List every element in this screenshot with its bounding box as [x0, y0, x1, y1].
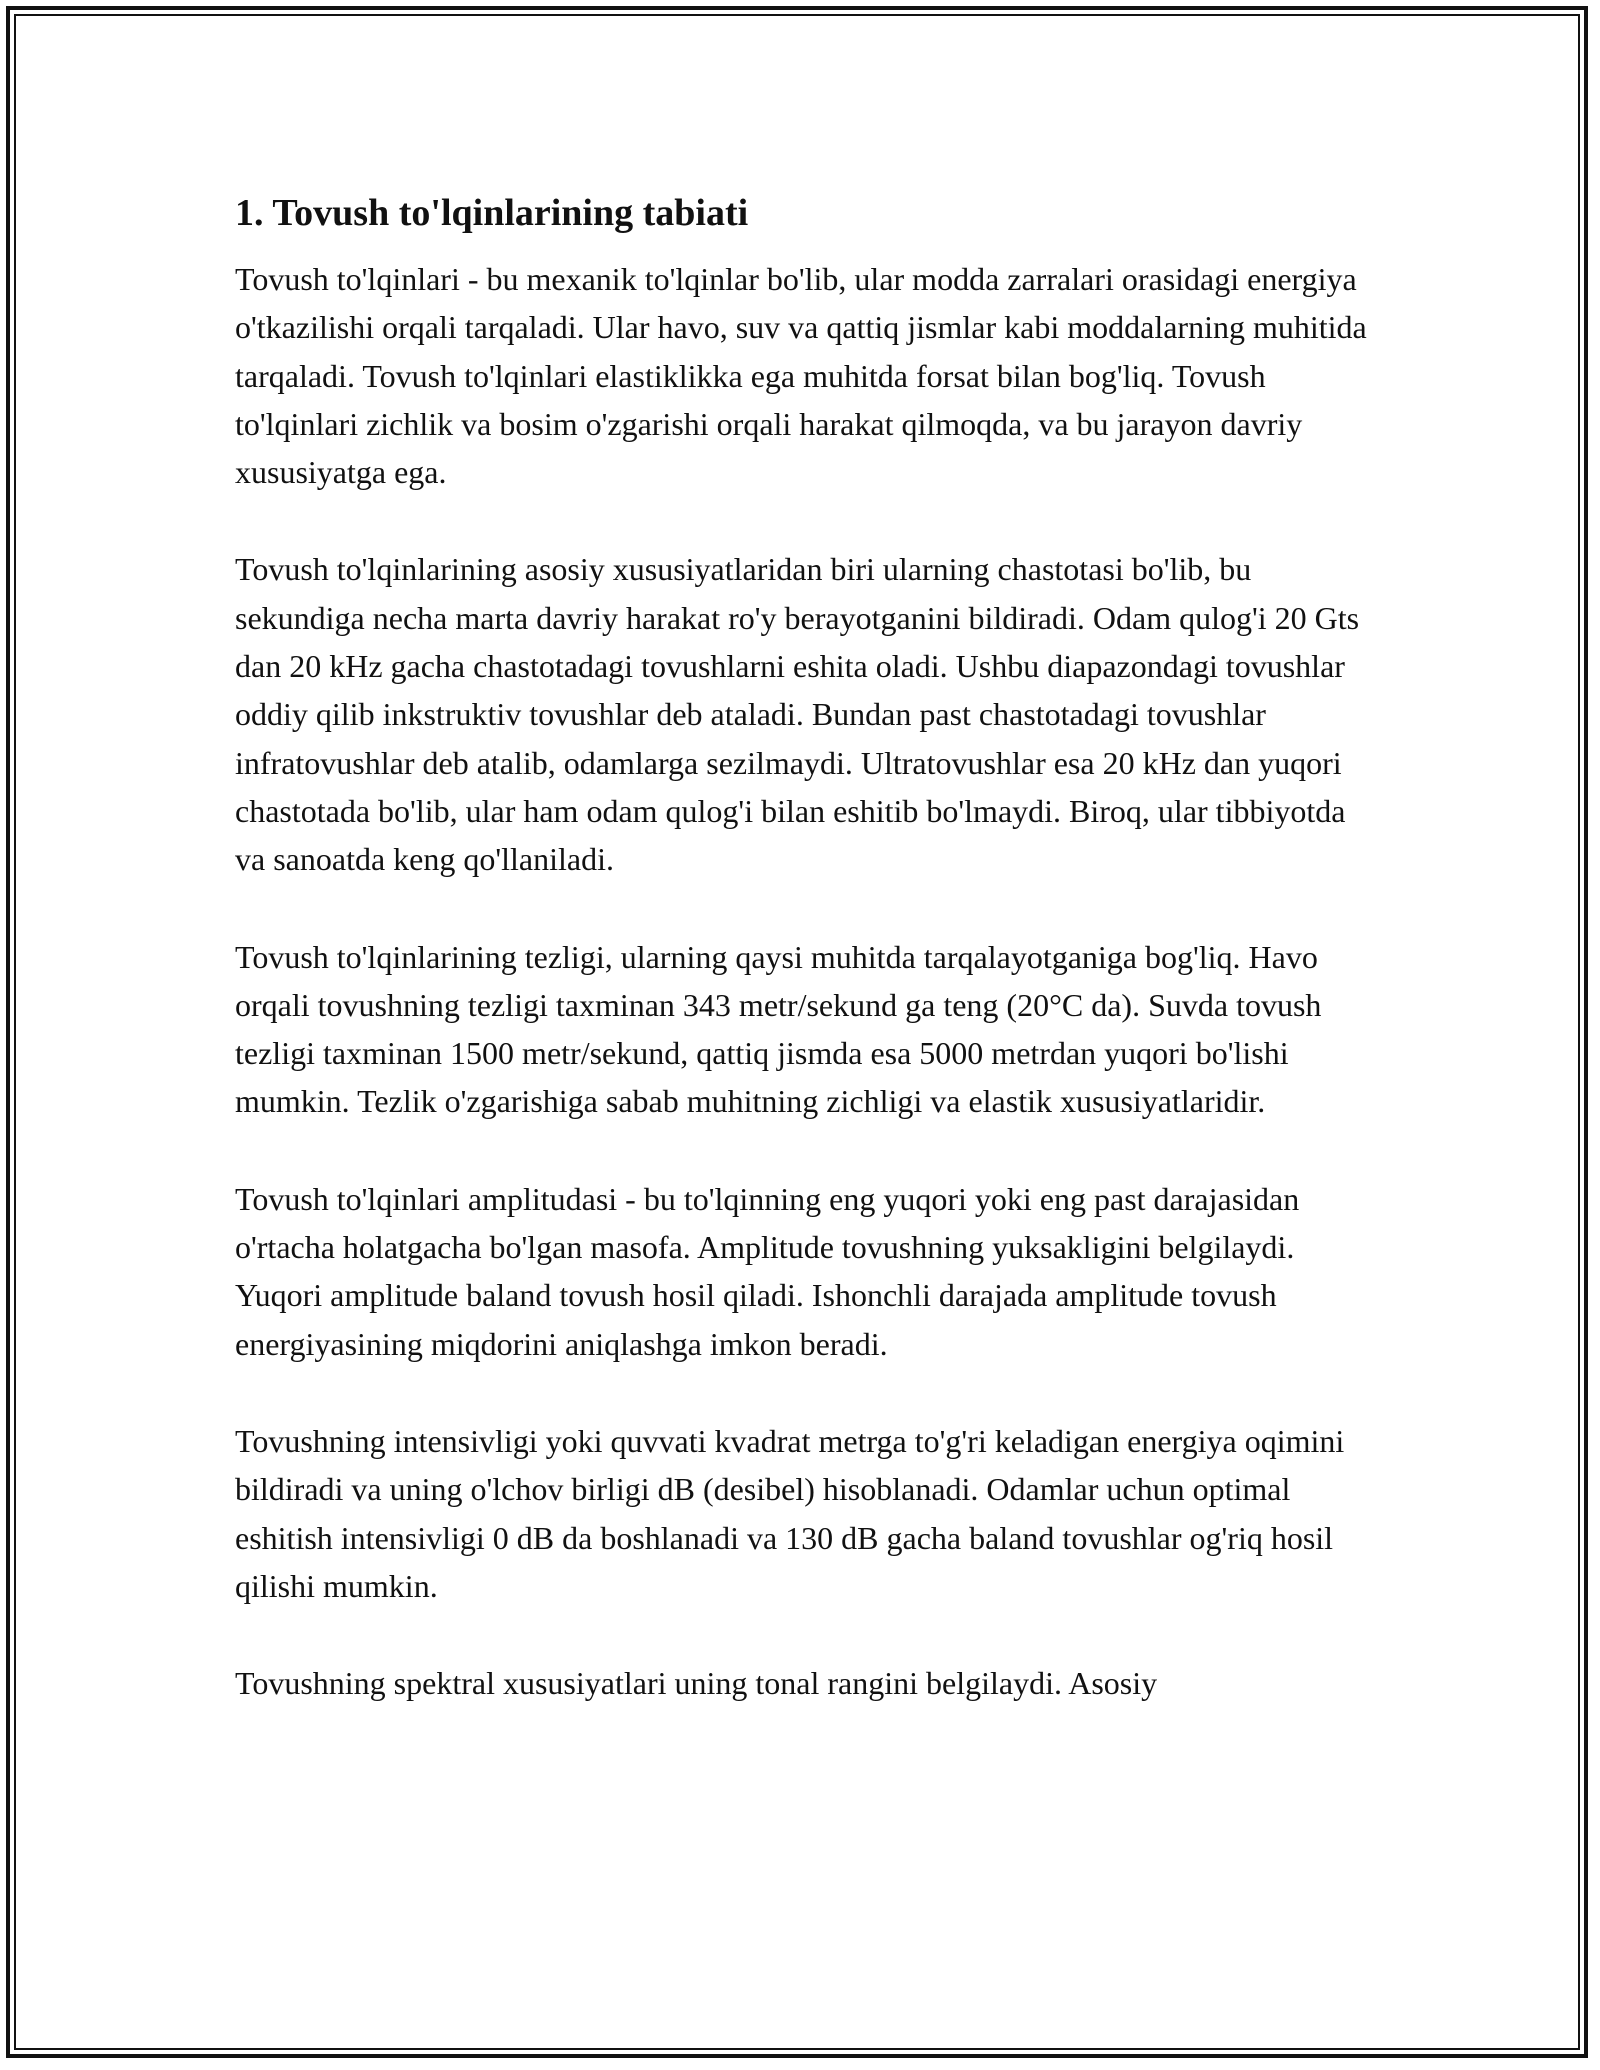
section-heading: 1. Tovush to'lqinlarining tabiati: [235, 192, 749, 234]
paragraph-spectral: Tovushning spektral xususiyatlari uning tonal rangini belgilaydi. Asosiy: [235, 1665, 1158, 1702]
paragraph-amplitude: Tovush to'lqinlari amplitudasi - bu to'lqinning eng yuqori yoki eng past darajasidan o'rtacha holatgacha bo'lgan masofa. Amplitude tovushning yuksakligini belgilaydi. Yuqori amplitude baland tovush hosil qiladi. Ishonchli darajada amplitude tovush energiyasining miqdorini aniqlashga imkon beradi.: [235, 1180, 1300, 1362]
paragraph-nature: Tovush to'lqinlari - bu mexanik to'lqinlar bo'lib, ular modda zarralari orasidagi energiya o'tkazilishi orqali tarqaladi. Ular havo, suv va qattiq jismlar kabi moddalarning muhitida tarqaladi. Tovush to'lqinlari elastiklikka ega muhitda forsat bilan bog'liq. Tovush to'lqinlari zichlik va bosim o'zgarishi orqali harakat qilmoqda, va bu jarayon davriy xususiyatga ega.: [235, 261, 1367, 491]
paragraph-frequency: Tovush to'lqinlarining asosiy xususiyatlaridan biri ularning chastotasi bo'lib, bu sekundiga necha marta davriy harakat ro'y berayotganini bildiradi. Odam qulog'i 20 Gts dan 20 kHz gacha chastotadagi tovushlarni eshita oladi. Ushbu diapazondagi tovushlar oddiy qilib inkstruktiv tovushlar deb ataladi. Bundan past chastotadagi tovushlar infratovushlar deb atalib, odamlarga sezilmaydi. Ultratovushlar esa 20 kHz dan yuqori chastotada bo'lib, ular ham odam qulog'i bilan eshitib bo'lmaydi. Biroq, ular tibbiyotda va sanoatda keng qo'llaniladi.: [235, 551, 1360, 878]
document-page: [235, 185, 1375, 1707]
paragraph-intensity: Tovushning intensivligi yoki quvvati kvadrat metrga to'g'ri keladigan energiya oqimini bildiradi va uning o'lchov birligi dB (desibel) hisoblanadi. Odamlar uchun optimal eshitish intensivligi 0 dB da boshlanadi va 130 dB gacha baland tovushlar og'riq hosil qilishi mumkin.: [235, 1422, 1345, 1604]
paragraph-speed: Tovush to'lqinlarining tezligi, ularning qaysi muhitda tarqalayotganiga bog'liq. Havo orqali tovushning tezligi taxminan 343 metr/sekund ga teng (20°C da). Suvda tovush tezligi taxminan 1500 metr/sekund, qattiq jismda esa 5000 metrdan yuqori bo'lishi mumkin. Tezlik o'zgarishiga sabab muhitning zichligi va elastik xususiyatlaridir.: [235, 938, 1322, 1120]
